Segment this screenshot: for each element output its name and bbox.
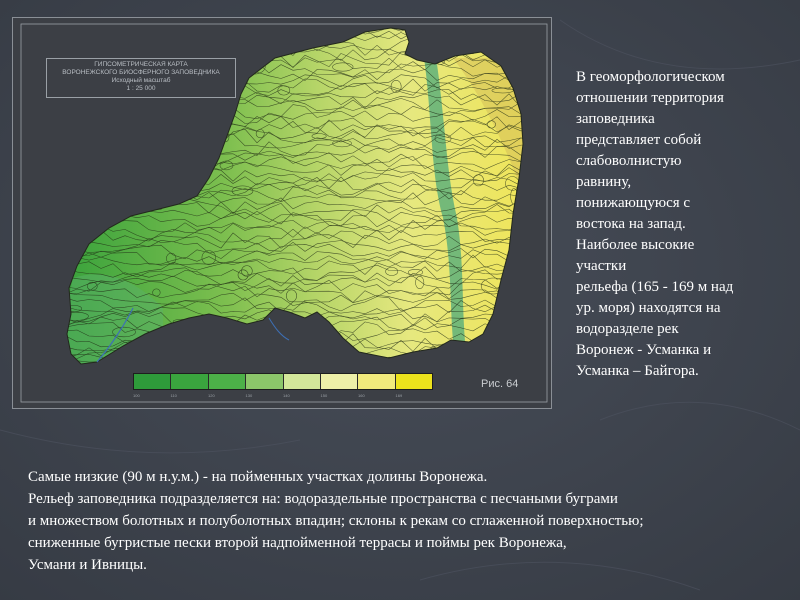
legend-cell <box>358 374 395 389</box>
text-line: востока на запад. <box>576 216 686 232</box>
text-line: сниженные бугристые пески второй надпойменной террасы и поймы рек Воронежа, <box>28 535 567 551</box>
text-line: равнину, <box>576 174 632 190</box>
map-title-line: Исходный масштаб <box>111 77 171 84</box>
legend-label: 110 <box>170 393 177 398</box>
text-line: и множеством болотных и полуболотных впадин; склоны к рекам со сглаженной поверхностью; <box>28 513 644 529</box>
legend-cell <box>321 374 358 389</box>
text-line: понижающуюся с <box>576 195 691 211</box>
text-line: В геоморфологическом <box>576 69 725 85</box>
legend-cell <box>171 374 208 389</box>
text-line: слабоволнистую <box>576 153 682 169</box>
legend-label: 169 <box>395 393 403 398</box>
text-line: Рельеф заповедника подразделяется на: водораздельные пространства с песчаными буграми <box>28 491 618 507</box>
text-line: представляет собой <box>576 132 702 148</box>
legend-label: 150 <box>320 393 328 398</box>
text-line: заповедника <box>576 111 655 127</box>
elevation-legend <box>133 373 433 390</box>
text-line: участки <box>576 258 627 274</box>
text-line: Усмани и Ивницы. <box>28 557 147 573</box>
elevation-legend-labels <box>133 393 433 401</box>
hypsometric-map <box>12 17 552 409</box>
legend-cell <box>396 374 432 389</box>
text-line: Усманка – Байгора. <box>576 363 699 379</box>
legend-label: 120 <box>208 393 215 398</box>
legend-label: 160 <box>358 393 365 398</box>
legend-label: 130 <box>245 393 253 398</box>
text-line: Наиболее высокие <box>576 237 695 253</box>
relief-text <box>28 466 788 576</box>
text-line: Воронеж - Усманка и <box>576 342 712 358</box>
text-line: Самые низкие (90 м н.у.м.) - на пойменных участках долины Воронежа. <box>28 469 488 485</box>
text-line: ур. моря) находятся на <box>576 300 721 316</box>
figure-label: Рис. 64 <box>481 378 519 390</box>
text-line: отношении территория <box>576 90 724 106</box>
map-title-line: ВОРОНЕЖСКОГО БИОСФЕРНОГО ЗАПОВЕДНИКА <box>62 69 220 76</box>
map-title-line: 1 : 25 000 <box>126 85 156 92</box>
legend-cell <box>209 374 246 389</box>
map-title-box <box>46 58 236 98</box>
legend-cell <box>246 374 283 389</box>
legend-label: 100 <box>133 393 140 398</box>
legend-label: 140 <box>283 393 290 398</box>
text-line: водоразделе рек <box>576 321 679 337</box>
legend-cell <box>284 374 321 389</box>
map-title-line: ГИПСОМЕТРИЧЕСКАЯ КАРТА <box>94 61 188 68</box>
text-line: рельефа (165 - 169 м над <box>576 279 734 295</box>
description-text <box>576 67 786 382</box>
legend-cell <box>134 374 171 389</box>
